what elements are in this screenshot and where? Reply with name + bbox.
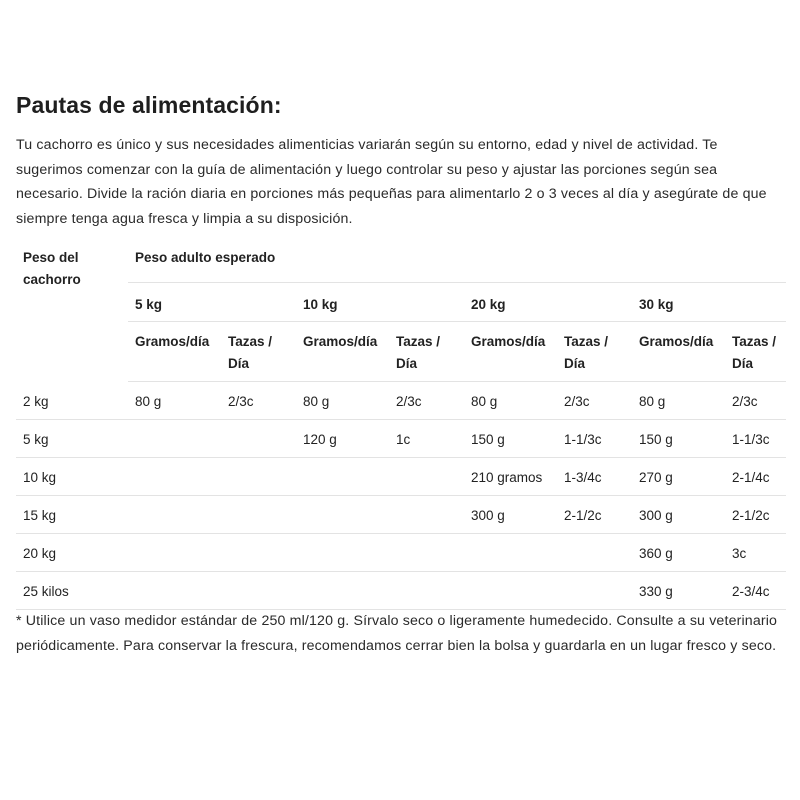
grams-cell: 150 g [464,420,557,458]
grams-cell: 300 g [632,496,725,534]
cups-cell: 1-3/4c [557,458,632,496]
adult-weight-header: 10 kg [296,283,464,322]
cups-cell: 1-1/3c [725,420,786,458]
page-title: Pautas de alimentación: [16,92,282,118]
grams-cell [128,458,221,496]
table-row [16,420,786,458]
cups-cell: 2/3c [557,382,632,420]
cups-cell: 2/3c [389,382,464,420]
feeding-table [16,238,786,610]
grams-cell: 360 g [632,534,725,572]
group-header: Peso adulto esperado [128,238,786,283]
grams-header: Gramos/día [632,322,725,382]
grams-cell: 270 g [632,458,725,496]
cups-cell [221,458,296,496]
puppy-weight-cell: 2 kg [16,382,128,420]
adult-weight-header: 30 kg [632,283,786,322]
cups-cell: 2-1/2c [725,496,786,534]
cups-cell: 1-1/3c [557,420,632,458]
cups-cell [389,572,464,610]
grams-cell [296,496,389,534]
grams-cell [128,496,221,534]
grams-header: Gramos/día [464,322,557,382]
cups-cell: 2-1/4c [725,458,786,496]
cups-header: Tazas / Día [725,322,786,382]
puppy-weight-cell: 10 kg [16,458,128,496]
cups-header: Tazas / Día [557,322,632,382]
adult-weight-header: 5 kg [128,283,296,322]
grams-cell: 300 g [464,496,557,534]
grams-cell: 80 g [632,382,725,420]
cups-cell [557,572,632,610]
cups-cell: 2/3c [725,382,786,420]
cups-cell [221,534,296,572]
grams-header: Gramos/día [296,322,389,382]
footnote: * Utilice un vaso medidor estándar de 250 ml/120 g. Sírvalo seco o ligeramente humedecido. Consulte a su veterinario periódicamente. Para conservar la frescura, recomendamos cerrar bien la bolsa y guardarla en un lugar fresco y seco. [16,613,778,654]
puppy-weight-cell: 20 kg [16,534,128,572]
grams-cell: 80 g [296,382,389,420]
table-body [16,382,786,610]
table-row [16,572,786,610]
puppy-weight-cell: 15 kg [16,496,128,534]
puppy-weight-cell: 25 kilos [16,572,128,610]
grams-cell [128,572,221,610]
cups-cell [221,572,296,610]
grams-cell: 80 g [128,382,221,420]
cups-cell [221,496,296,534]
table-row [16,382,786,420]
grams-cell [128,534,221,572]
cups-cell [389,496,464,534]
grams-cell: 150 g [632,420,725,458]
grams-cell: 80 g [464,382,557,420]
grams-cell [464,572,557,610]
cups-cell: 1c [389,420,464,458]
corner-header: Peso del cachorro [23,250,81,287]
table-row [16,458,786,496]
grams-header: Gramos/día [128,322,221,382]
cups-cell [389,534,464,572]
grams-cell [464,534,557,572]
puppy-weight-cell: 5 kg [16,420,128,458]
table-row [16,534,786,572]
grams-cell [128,420,221,458]
cups-header: Tazas / Día [221,322,296,382]
grams-cell: 330 g [632,572,725,610]
intro-paragraph: Tu cachorro es único y sus necesidades alimenticias variarán según su entorno, edad y nivel de actividad. Te sugerimos comenzar con la guía de alimentación y luego controlar su peso y ajustar las porciones según sea necesario. Divide la ración diaria en porciones más pequeñas para alimentarlo 2 o 3 veces al día y asegúrate de que siempre tenga agua fresca y limpia a su disposición. [16,137,767,227]
cups-cell: 2/3c [221,382,296,420]
grams-cell [296,458,389,496]
cups-cell: 3c [725,534,786,572]
cups-cell: 2-1/2c [557,496,632,534]
grams-cell [296,572,389,610]
cups-cell [389,458,464,496]
cups-cell [221,420,296,458]
adult-weight-header: 20 kg [464,283,632,322]
table-row [16,496,786,534]
grams-cell: 210 gramos [464,458,557,496]
cups-cell: 2-3/4c [725,572,786,610]
cups-header: Tazas / Día [389,322,464,382]
grams-cell: 120 g [296,420,389,458]
cups-cell [557,534,632,572]
grams-cell [296,534,389,572]
